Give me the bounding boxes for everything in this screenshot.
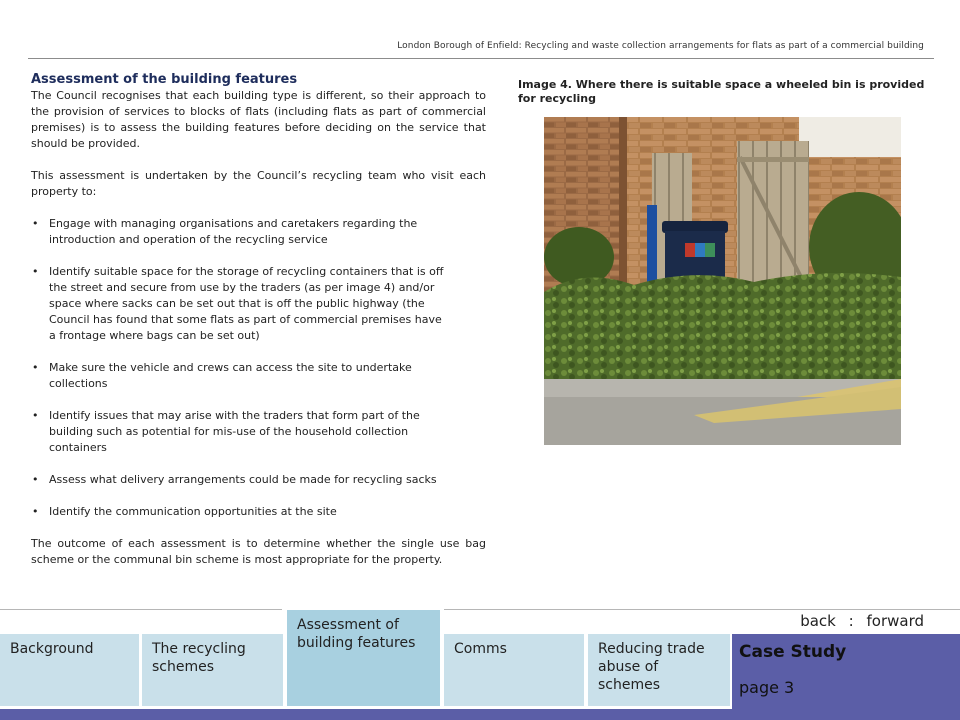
bullet-icon: • [32, 473, 39, 486]
nav-separator: : [848, 612, 854, 630]
wheeled-bin-photo [544, 117, 901, 445]
bullet-icon: • [32, 505, 39, 518]
bullet-icon: • [32, 409, 39, 422]
list-item [31, 408, 486, 456]
bullet-text: Engage with managing organisations and caretakers regarding the introduction and operation of the recycling service [49, 217, 418, 246]
list-item [31, 360, 486, 392]
page-number: page 3 [739, 678, 795, 697]
bullet-text: Assess what delivery arrangements could be made for recycling sacks [49, 473, 437, 486]
assessment-bullet-list [31, 216, 486, 520]
tab-comms[interactable] [444, 634, 584, 706]
back-link[interactable]: back [800, 612, 836, 630]
tab-label: Background [10, 641, 94, 657]
tab-background[interactable] [0, 634, 139, 706]
bullet-icon: • [32, 217, 39, 230]
list-item [31, 264, 486, 344]
tab-label: Comms [454, 641, 507, 657]
bullet-text: Identify issues that may arise with the traders that form part of the building such as potential for mis-use of the household collection containers [49, 409, 420, 454]
tab-recycling-schemes[interactable] [142, 634, 283, 706]
tab-label: The recycling schemes [152, 641, 246, 675]
tab-assessment-of-building-features[interactable] [287, 610, 440, 706]
list-item [31, 504, 486, 520]
back-forward-nav [800, 612, 924, 630]
image-caption: Image 4. Where there is suitable space a wheeled bin is provided for recycling [518, 78, 925, 105]
case-study-title: Case Study [739, 642, 847, 662]
main-text-column [31, 72, 486, 568]
bullet-icon: • [32, 265, 39, 278]
section-heading: Assessment of the building features [31, 72, 298, 87]
forward-link[interactable]: forward [866, 612, 924, 630]
tab-reducing-trade-abuse[interactable] [588, 634, 730, 706]
bullet-text: Identify suitable space for the storage of recycling containers that is off the street and secure from use by the traders (as per image 4) and/or space where sacks can be set out that is off the public highway (the Council has found that some flats as part of commercial premises have a frontage where bags can be set out) [49, 265, 444, 342]
conclusion-paragraph: The outcome of each assessment is to determine whether the single use bag scheme or the communal bin scheme is most appropriate for the property. [31, 537, 486, 566]
bullet-text: Identify the communication opportunities at the site [49, 505, 337, 518]
nav-divider-right [444, 609, 960, 610]
tab-label: Reducing trade abuse of schemes [598, 641, 705, 693]
intro-paragraph: The Council recognises that each building type is different, so their approach to the provision of services to blocks of flats (including flats as part of commercial premises) is to assess the building features before deciding on the service that should be provided. [31, 89, 486, 150]
list-item [31, 216, 486, 248]
bullet-icon: • [32, 361, 39, 374]
assessment-intro-paragraph: This assessment is undertaken by the Council’s recycling team who visit each property to: [31, 169, 486, 198]
nav-divider-left [0, 609, 282, 610]
bottom-band [0, 709, 960, 720]
header-divider [28, 58, 934, 59]
list-item [31, 472, 486, 488]
bullet-text: Make sure the vehicle and crews can access the site to undertake collections [49, 361, 412, 390]
tab-label: Assessment of building features [297, 617, 416, 651]
header-title: London Borough of Enfield: Recycling and waste collection arrangements for flats as part of a commercial building [397, 41, 924, 51]
